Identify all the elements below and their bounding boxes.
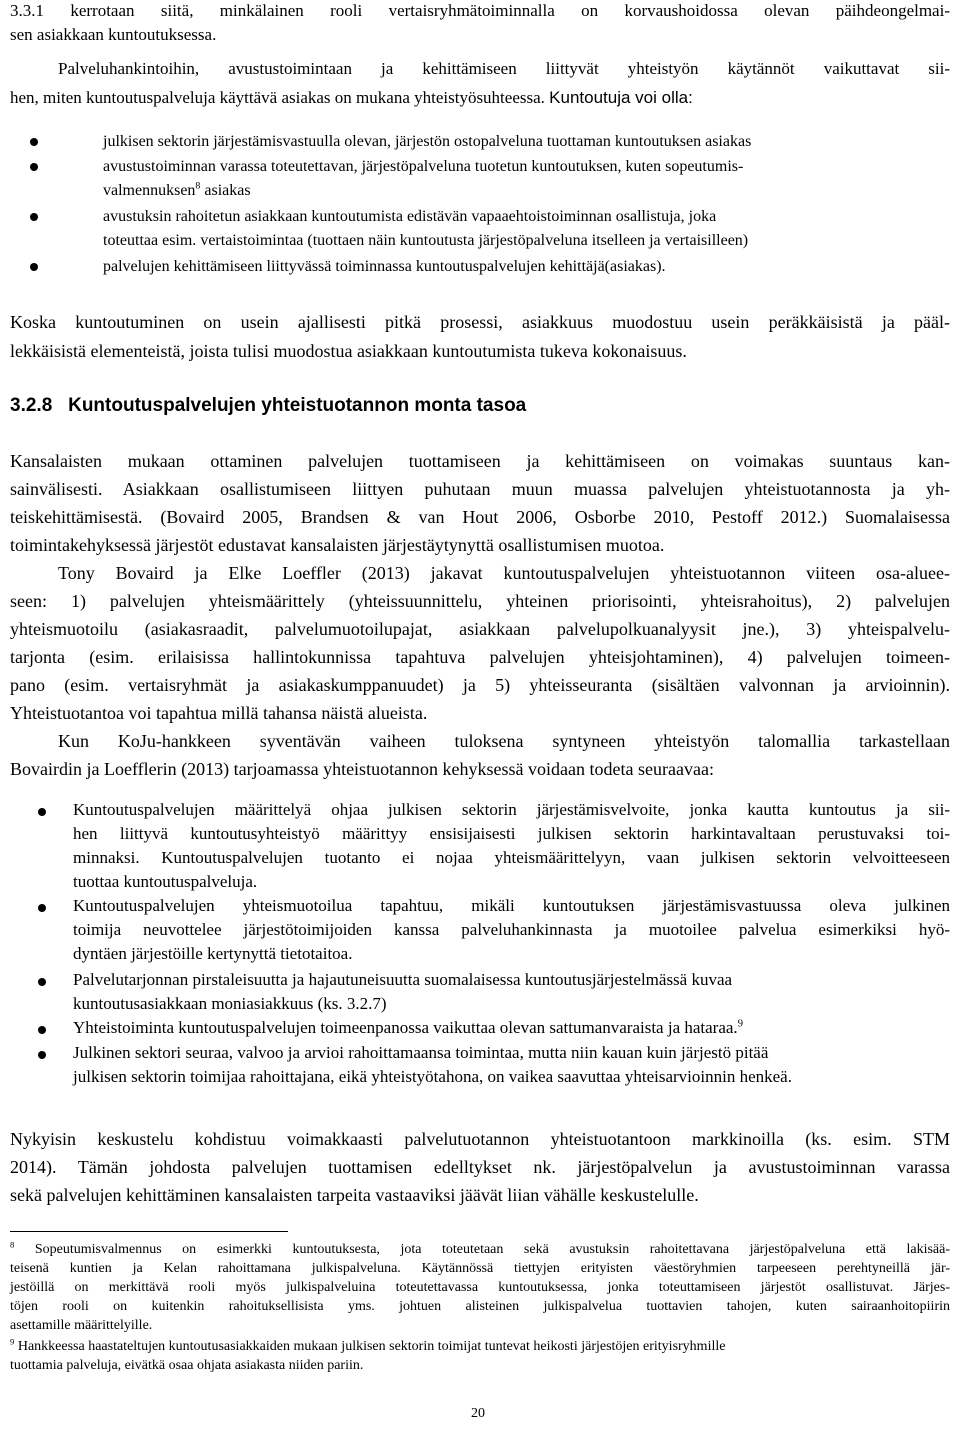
list-item-continuation: tuottaa kuntoutuspalveluja. xyxy=(73,872,258,891)
text-line: pano (esim. vertaisryhmät ja asiakaskumppanuudet) ja 5) yhteisseuranta (sisältäen valvonnan ja arvioinnin). xyxy=(10,675,950,695)
list-item: Kuntoutuspalvelujen määrittelyä ohjaa julkisen sektorin järjestämisvelvoite, jonka kautta kuntoutus ja sii- xyxy=(73,800,950,819)
text-line: toimintakehyksessä järjestöt edustavat kansalaisten järjestäytynyttä osallistumisen muotoa. xyxy=(10,535,665,555)
text-line: Palveluhankintoihin, avustustoimintaan ja kehittämiseen liittyvät yhteistyön käytännöt vaikuttavat sii- xyxy=(58,59,950,78)
text-line: sainvälisesti. Asiakkaan osallistumiseen liittyen puhutaan muun muassa palvelujen yhteistuotannosta ja yh- xyxy=(10,479,950,499)
list-item-continuation xyxy=(103,180,251,202)
text-line: 3.3.1 kerrotaan siitä, minkälainen rooli vertaisryhmätoiminnalla on korvaushoidossa olevan päihdeongelmai- xyxy=(10,1,950,20)
text-line: Koska kuntoutuminen on usein ajallisesti pitkä prosessi, asiakkuus muodostuu usein peräkkäisistä ja pääl- xyxy=(10,312,950,332)
list-item: Palvelutarjonnan pirstaleisuutta ja hajautuneisuutta suomalaisessa kuntoutusjärjestelmässä kuvaa xyxy=(73,970,733,989)
footnote-line: tuottamia palveluja, eivätkä osaa ohjata asiakasta niiden pariin. xyxy=(10,1358,364,1373)
text-fragment: valmennuksen xyxy=(103,182,196,199)
section-title: Kuntoutuspalvelujen yhteistuotannon monta tasoa xyxy=(68,395,527,416)
list-item-continuation: julkisen sektorin toimijaa rahoittajana, eikä yhteistyötahona, on vaikea saavuttaa yhteisarvioinnin henkeä. xyxy=(73,1067,792,1086)
bullet-icon xyxy=(38,1051,46,1059)
list-item-continuation: minnaksi. Kuntoutuspalvelujen tuotanto ei nojaa yhteismäärittelyyn, vaan julkisen sektorin velvoitteeseen xyxy=(73,848,950,867)
list-item: Julkinen sektori seuraa, valvoo ja arvioi rahoittamaansa toimintaa, mutta niin kauan kuin järjestö pitää xyxy=(73,1043,769,1062)
text-line xyxy=(10,87,693,109)
section-number: 3.2.8 xyxy=(10,395,53,416)
section-heading xyxy=(10,394,526,418)
list-item: palvelujen kehittämiseen liittyvässä toiminnassa kuntoutuspalvelujen kehittäjä(asiakas). xyxy=(103,258,666,275)
list-item: avustustoiminnan varassa toteutettavan, järjestöpalveluna tuotetun kuntoutuksen, kuten sopeutumis- xyxy=(103,158,744,175)
footnote-ref: 9 xyxy=(737,1018,743,1030)
text-line: sekä palvelujen kehittäminen kansalaisten tarpeita vastaaviksi jäävät liian vähälle keskustelulle. xyxy=(10,1185,699,1205)
footnote-line xyxy=(10,1241,950,1259)
bullet-icon xyxy=(38,1026,46,1034)
list-item-continuation: toimija neuvottelee järjestötoimijoiden kanssa palveluhankinnasta ja muotoilee palvelua esimerkiksi hyö- xyxy=(73,920,950,939)
text-line: teiskehittämisestä. (Bovaird 2005, Brandsen & van Hout 2006, Osborbe 2010, Pestoff 2012.) Suomalaisessa xyxy=(10,507,950,527)
list-item-continuation: hen liittyvä kuntoutusyhteistyö määrittyy ensisijaisesti julkisen sektorin harkintavaltaan perustuvaksi toi- xyxy=(73,824,950,843)
footnote-line xyxy=(10,1338,725,1356)
footnote-separator xyxy=(10,1231,288,1232)
footnote-line: teisenä kuntien ja Kelan rahoittamana julkispalveluna. Käytännössä tiettyjen erityisten väestöryhmien tarpeeseen perehtyneillä jär- xyxy=(10,1261,950,1276)
footnote-line: asettamille määrittelyille. xyxy=(10,1318,153,1333)
text-fragment: Yhteistoiminta kuntoutuspalvelujen toimeenpanossa vaikuttaa olevan sattumanvaraista ja hataraa. xyxy=(73,1018,738,1037)
text-line: Nykyisin keskustelu kohdistuu voimakkaasti palvelutuotannon yhteistuotantoon markkinoilla (ks. esim. STM xyxy=(10,1129,950,1149)
footnote-ref: 8 xyxy=(195,180,201,192)
list-item-continuation: dyntäen järjestöille kertynyttä tietotaitoa. xyxy=(73,944,353,963)
text-fragment: toteuttaa esim. xyxy=(103,232,197,249)
text-fragment: Sopeutumisvalmennus on esimerkki kuntoutuksesta, jota toteutetaan sekä avustuksin rahoitettavana järjestöpalveluna että lakisää- xyxy=(34,1242,950,1257)
text-line: tarjonta (esim. erilaisissa hallintokunnissa tapahtuva palvelujen yhteisjohtaminen), 4) palvelujen toimeen- xyxy=(10,647,950,667)
text-fragment: vertaistoimintaa (tuottaen näin kuntoutusta järjestöpalveluna itselleen ja vertaisilleen) xyxy=(200,232,749,249)
bullet-icon xyxy=(30,263,38,271)
bullet-icon xyxy=(30,138,38,146)
text-line: 2014). Tämän johdosta palvelujen tuottamisen edelltykset nk. järjestöpalvelun ja avustustoiminnan varassa xyxy=(10,1157,950,1177)
list-item-continuation: kuntoutusasiakkaan moniasiakkuus (ks. 3.2.7) xyxy=(73,994,387,1013)
list-item: Kuntoutuspalvelujen yhteismuotoilua tapahtuu, mikäli kuntoutuksen järjestämisvastuussa oleva julkinen xyxy=(73,896,950,915)
footnote-line: töjen rooli on kuitenkin rahoituksellisista yms. johtuen alisteinen julkispalvelua tuottavien tahojen, kuten sairaanhoitopiirin xyxy=(10,1299,950,1314)
list-item xyxy=(73,1017,743,1039)
text-line: Tony Bovaird ja Elke Loeffler (2013) jakavat kuntoutuspalvelujen yhteistuotannon viiteen osa-aluee- xyxy=(58,563,950,583)
text-line: Kansalaisten mukaan ottaminen palvelujen tuottamiseen ja kehittämiseen on voimakas suuntaus kan- xyxy=(10,451,950,471)
footnote-number: 9 xyxy=(10,1336,15,1347)
bullet-icon xyxy=(30,163,38,171)
bullet-icon xyxy=(38,808,46,816)
text-line: lekkäisistä elementeistä, joista tulisi muodostua asiakkaan kuntoutumista tukeva kokonaisuus. xyxy=(10,341,687,361)
text-fragment: Kuntoutuja voi olla: xyxy=(549,88,693,107)
bullet-icon xyxy=(30,213,38,221)
footnote-number: 8 xyxy=(10,1239,15,1250)
bullet-icon xyxy=(38,904,46,912)
text-line: Kun KoJu-hankkeen syventävän vaiheen tuloksena syntyneen yhteistyön talomallia tarkastellaan xyxy=(58,731,950,751)
text-line: seen: 1) palvelujen yhteismäärittely (yhteissuunnittelu, yhteinen priorisointi, yhteisrahoitus), 2) palvelujen xyxy=(10,591,950,611)
text-fragment: hen, miten kuntoutuspalveluja käyttävä asiakas on mukana yhteistyösuhteessa. xyxy=(10,88,545,107)
footnote-line: jestöillä on merkittävä rooli myös julkispalveluina toteutettavassa kuntoutuksessa, jonka toteuttamiseen järjestöt osallistuvat. Järjes- xyxy=(10,1280,950,1295)
text-line: Bovairdin ja Loefflerin (2013) tarjoamassa yhteistuotannon kehyksessä voidaan todeta seuraavaa: xyxy=(10,759,714,779)
bullet-icon xyxy=(38,978,46,986)
page-number: 20 xyxy=(471,1406,485,1421)
text-fragment: Hankkeessa haastateltujen kuntoutusasiakkaiden mukaan julkisen sektorin toimijat tuntevat heikosti järjestöjen erityisryhmille xyxy=(17,1339,726,1354)
list-item-continuation xyxy=(103,230,748,252)
text-line: yhteismuotoilu (asiakasraadit, palvelumuotoilupajat, asiakkaan palvelupolkuanalyysit jne.), 3) yhteispalvelu- xyxy=(10,619,950,639)
list-item: avustuksin rahoitetun asiakkaan kuntoutumista edistävän vapaaehtoistoiminnan osallistuja, joka xyxy=(103,208,717,225)
text-line: Yhteistuotantoa voi tapahtua millä tahansa näistä alueista. xyxy=(10,703,428,723)
text-line: sen asiakkaan kuntoutuksessa. xyxy=(10,25,217,44)
text-fragment: asiakas xyxy=(204,182,251,199)
list-item: julkisen sektorin järjestämisvastuulla olevan, järjestön ostopalveluna tuottaman kuntoutuksen asiakas xyxy=(103,133,752,150)
